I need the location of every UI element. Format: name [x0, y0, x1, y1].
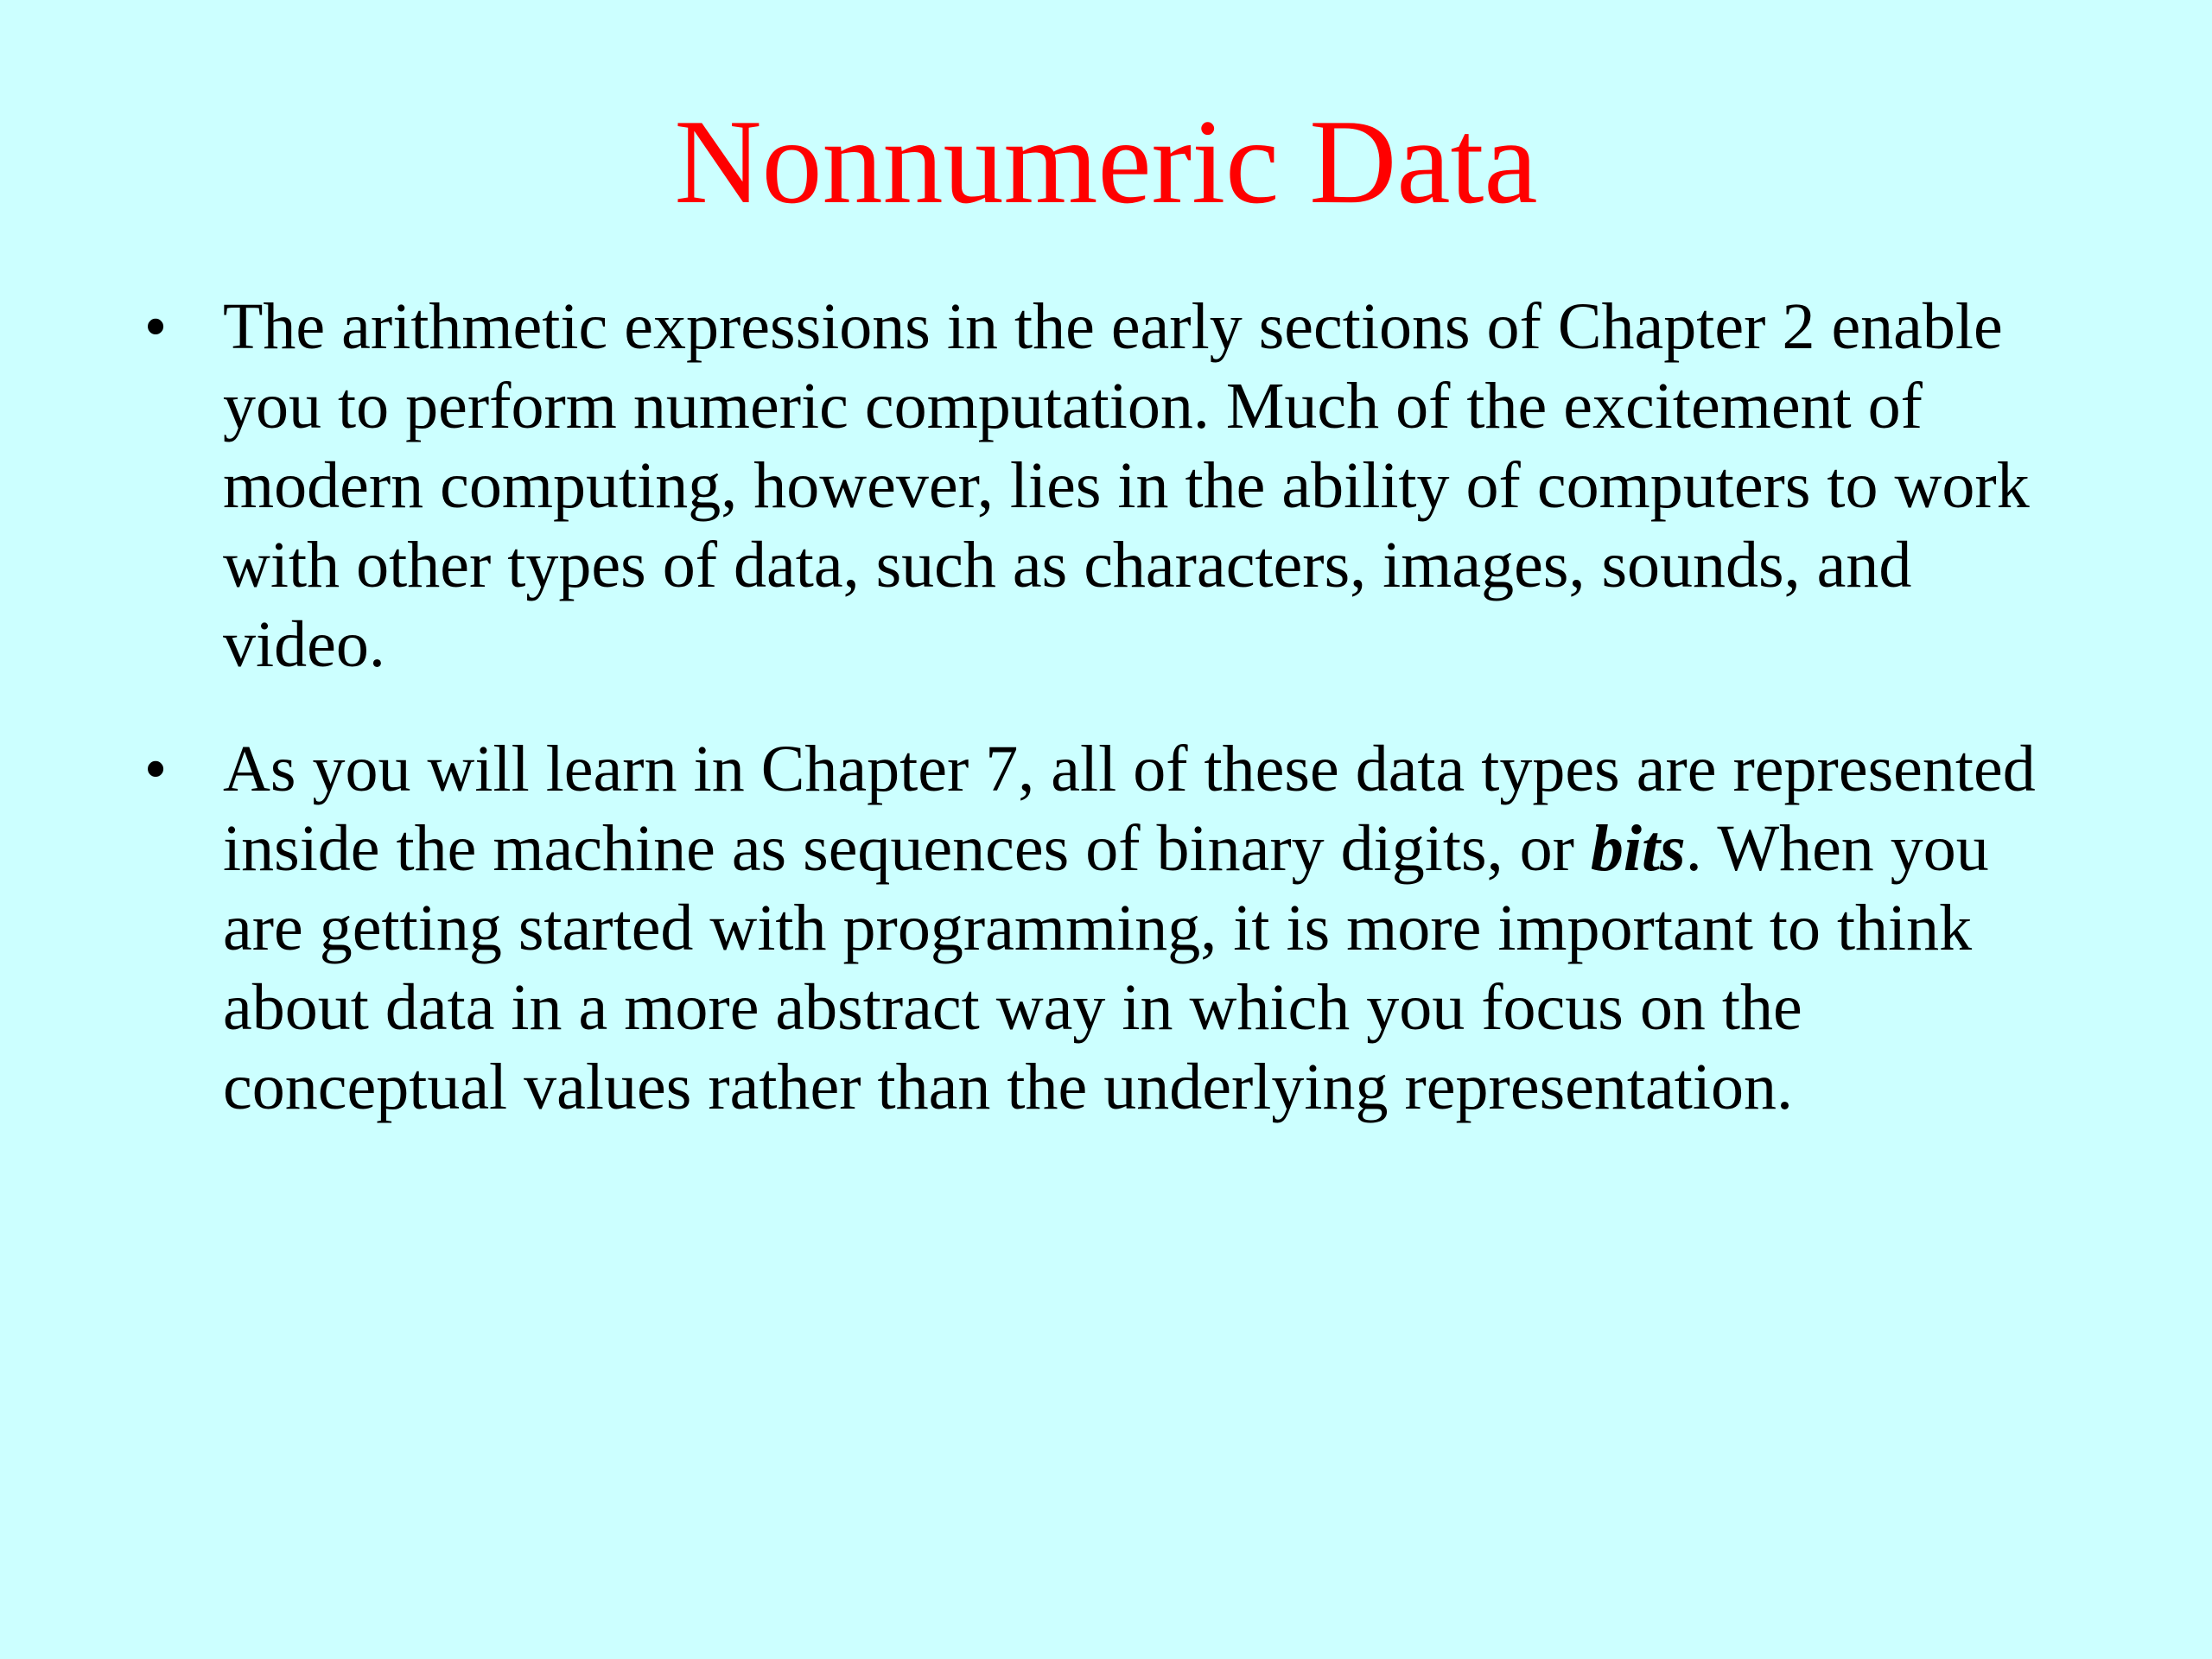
emphasized-term: bits: [1590, 812, 1686, 885]
bullet-list: [130, 287, 2056, 1172]
bullet-icon: •: [143, 290, 168, 363]
bullet-item: [130, 287, 2056, 684]
bullet-text-before: As you will learn in Chapter 7, all of these data types are represented inside the machine as sequences of binary digits, or: [223, 733, 2036, 885]
bullet-icon: •: [143, 733, 168, 805]
bullet-item: [130, 729, 2056, 1127]
bullet-text-after: . When you are getting started with programming, it is more important to think about data in a more abstract way in which you focus on the conceptual values rather than the underlying representation.: [223, 812, 1989, 1123]
bullet-text: The arithmetic expressions in the early sections of Chapter 2 enable you to perform numeric computation. Much of the excitement of modern computing, however, lies in the ability of computers to work with other types of data, such as characters, images, sounds, and video.: [223, 290, 2030, 681]
slide-title: Nonnumeric Data: [674, 95, 1538, 229]
